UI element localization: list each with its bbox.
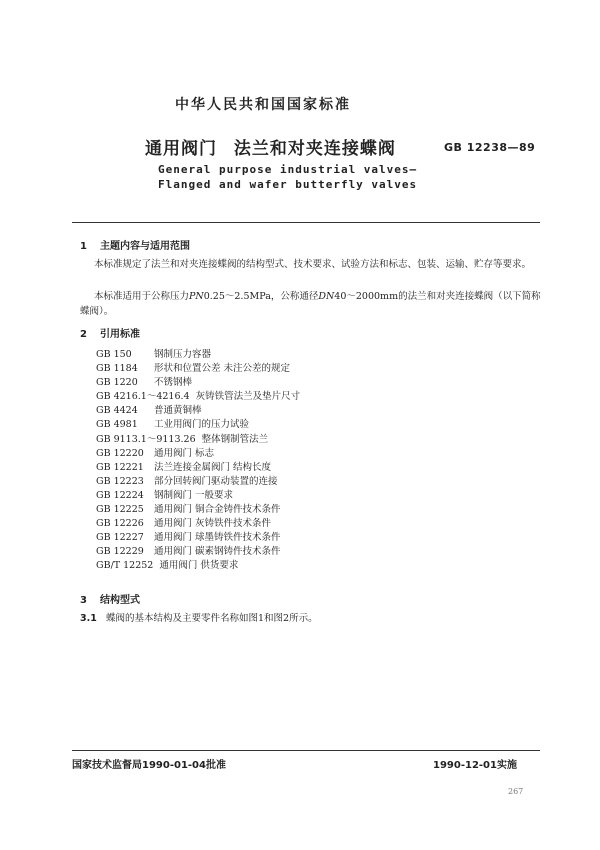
standard-code: GB 12229 — [96, 546, 144, 558]
document-title-en-line1: General purpose industrial valves— — [158, 163, 418, 176]
standard-code: GB 1184 — [96, 363, 138, 375]
standard-title: 钢制阀门 一般要求 — [154, 489, 234, 501]
section-3-1-number: 3.1 — [80, 613, 97, 624]
standard-code: GB 12220 — [96, 447, 144, 459]
standard-title: 通用阀门 标志 — [154, 447, 215, 459]
section-3-heading — [80, 591, 140, 606]
standard-code: GB 12226 — [96, 518, 144, 530]
standard-list-item — [96, 461, 300, 475]
standard-list-item — [96, 503, 300, 517]
footer-divider — [72, 750, 540, 751]
standard-list-item — [96, 404, 300, 418]
section-2-number: 2 — [80, 329, 87, 340]
standard-list-item — [96, 390, 300, 404]
section-2-heading — [80, 325, 140, 340]
page-number: 267 — [508, 787, 524, 796]
section-3-number: 3 — [80, 595, 87, 606]
standard-code: GB 12225 — [96, 504, 144, 516]
section-1-paragraph-2 — [80, 289, 542, 319]
standard-title: 部分回转阀门驱动装置的连接 — [154, 475, 278, 487]
standard-list-item — [96, 559, 300, 573]
section-1-para-2-text-b: 0.25～2.5MPa，公称通径 — [203, 291, 319, 302]
standard-title: 整体钢制管法兰 — [201, 433, 269, 445]
standard-list-item — [96, 545, 300, 559]
section-1-para-2-text-c: 40～2000mm的法兰和对夹连接蝶阀（以下简称蝶阀）。 — [80, 291, 541, 317]
document-title-cn: 通用阀门 法兰和对夹连接蝶阀 — [145, 139, 396, 159]
section-1-paragraph-1 — [80, 257, 542, 272]
standard-code: GB 4216.1～4216.4 — [96, 391, 190, 403]
standard-title: 工业用阀门的压力试验 — [154, 419, 250, 431]
standard-list-item — [96, 433, 300, 447]
standard-code: GB 150 — [96, 349, 132, 360]
standard-list-item — [96, 475, 300, 489]
standard-title: 通用阀门 碳素钢铸件技术条件 — [154, 546, 281, 558]
standard-code: GB 12223 — [96, 475, 144, 487]
section-3-1-paragraph — [80, 611, 542, 626]
standard-code: GB 4424 — [96, 405, 138, 417]
standard-title: 通用阀门 铜合金铸件技术条件 — [154, 504, 281, 516]
national-standard-label: 中华人民共和国国家标准 — [175, 97, 351, 113]
approval-date: 国家技术监督局1990-01-04批准 — [72, 760, 226, 771]
standard-code: GB 12224 — [96, 489, 144, 501]
standard-title: 通用阀门 供货要求 — [159, 560, 239, 572]
dn-symbol: DN — [318, 291, 335, 302]
standard-title: 通用阀门 灰铸铁件技术条件 — [154, 518, 272, 530]
standard-title: 通用阀门 球墨铸铁件技术条件 — [154, 532, 281, 544]
document-title-en-line2: Flanged and wafer butterfly valves — [158, 178, 418, 191]
section-1-title: 主题内容与适用范围 — [100, 241, 190, 252]
gb-standard-number: GB 12238—89 — [444, 141, 536, 154]
standard-code: GB 12227 — [96, 532, 144, 544]
header-divider — [72, 222, 540, 223]
standard-list-item — [96, 517, 300, 531]
standard-list-item — [96, 348, 300, 362]
standard-list-item — [96, 362, 300, 376]
standard-list-item — [96, 531, 300, 545]
section-1-para-2-text-a: 本标准适用于公称压力 — [94, 291, 190, 302]
section-1-para-1-text: 本标准规定了法兰和对夹连接蝶阀的结构型式、技术要求、试验方法和标志、包装、运输、贮存等要求。 — [94, 259, 532, 270]
standard-code: GB 4981 — [96, 419, 138, 431]
standard-code: GB 12221 — [96, 461, 144, 473]
standard-code: GB 9113.1～9113.26 — [96, 433, 196, 445]
standard-list-item — [96, 447, 300, 461]
standard-title: 形状和位置公差 未注公差的规定 — [154, 363, 291, 375]
pn-symbol: PN — [189, 291, 204, 302]
effective-date: 1990-12-01实施 — [433, 760, 517, 771]
standard-list-item — [96, 489, 300, 503]
standard-title: 钢制压力容器 — [154, 349, 212, 360]
section-2-title: 引用标准 — [100, 329, 140, 340]
standard-list-item — [96, 376, 300, 390]
section-1-number: 1 — [80, 241, 87, 252]
section-3-1-text: 蝶阀的基本结构及主要零件名称如图1和图2所示。 — [106, 613, 318, 624]
standard-title: 法兰连接金属阀门 结构长度 — [154, 461, 272, 473]
referenced-standards-list — [96, 348, 300, 574]
standard-title: 普通黄铜棒 — [154, 405, 202, 417]
standard-code: GB/T 12252 — [96, 560, 154, 572]
standard-code: GB 1220 — [96, 377, 138, 389]
standard-title: 不锈钢棒 — [154, 377, 193, 389]
section-3-title: 结构型式 — [100, 595, 140, 606]
standard-list-item — [96, 418, 300, 432]
section-1-heading — [80, 237, 190, 252]
standard-title: 灰铸铁管法兰及垫片尺寸 — [195, 391, 301, 403]
